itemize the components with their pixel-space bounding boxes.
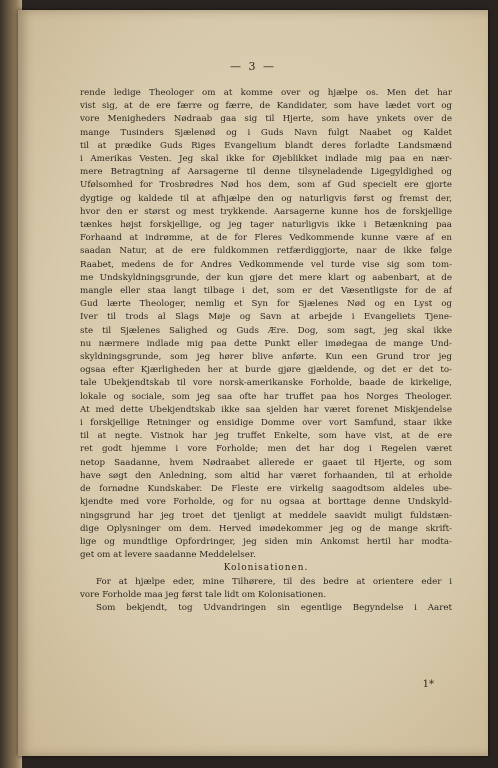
text-line: ret godt hjemme i vore Forholde; men det har dog i Regelen været [80, 444, 452, 455]
text-line: For at hjælpe eder, mine Tilhørere, til des bedre at orientere eder i [96, 576, 452, 587]
section-heading: Kolonisationen. [223, 563, 309, 574]
text-line: lige og mundtlige Opfordringer, jeg siden min Ankomst hertil har modta- [80, 536, 452, 547]
text-line: til at prædike Guds Riges Evangelium blandt deres forladte Landsmænd [80, 140, 452, 151]
book-page [18, 10, 488, 756]
text-line: mangle eller staa langt tilbage i det, som er det Væsentligste for de af [80, 286, 452, 297]
text-line: netop Saadanne, hvem Nødraabet allerede er gaaet til Hjerte, og som [80, 457, 452, 468]
text-line: i forskjellige Retninger og ensidige Domme over vort Samfund, staar ikke [80, 418, 452, 429]
text-line: get om at levere saadanne Meddelelser. [80, 550, 256, 561]
text-line: kjendte med vore Forholde, og for nu ogsaa at borttage denne Undskyld- [80, 497, 452, 508]
page-text [80, 87, 452, 615]
text-line: ste til Sjælenes Salighed og Guds Ære. Dog, som sagt, jeg skal ikke [80, 325, 452, 336]
text-line: skyldningsgrunde, som jeg hører blive anførte. Kun een Grund tror jeg [80, 352, 452, 363]
text-line: mere Betragtning af Aarsagerne til denne tilsyneladende Ligegyldighed og [80, 167, 452, 178]
text-line: i Amerikas Vesten. Jeg skal ikke for Øjeblikket indlade mig paa en nær- [80, 154, 452, 165]
text-line: have søgt den Anledning, som altid har været forhaanden, til at erholde [80, 470, 452, 481]
text-line: saadan Natur, at de ere fuldkommen retfærdiggjorte, naar de ikke følge [80, 246, 452, 257]
text-line: mange Tusinders Sjælenød og i Guds Navn fulgt Naabet og Kaldet [80, 127, 452, 138]
text-line: rende ledige Theologer om at komme over og hjælpe os. Men det har [80, 88, 452, 98]
text-line: vist sig, at de ere færre og færre, de Kandidater, som have lædet vort og [80, 101, 452, 112]
text-line: me Undskyldningsgrunde, der kun gjøre det mere klart og aabenbart, at de [80, 272, 452, 283]
text-line: ningsgrund har jeg troet det tjenligt at meddele saavidt muligt fuldstæn- [80, 510, 452, 521]
text-line: Forhaand at indrømme, at de for Fleres Vedkommende kunne være af en [80, 233, 452, 244]
text-line: til at negte. Vistnok har jeg truffet Enkelte, som have vist, at de ere [80, 431, 452, 442]
text-line: ogsaa efter Kjærligheden her at burde gjøre gjældende, og det er det to- [80, 365, 452, 376]
text-line: dygtige og kaldede til at afhjælpe den og naturligvis først og fremst der, [80, 193, 452, 204]
text-line: nu nærmere indlade mig paa dette Punkt eller imødegaa de mange Und- [80, 338, 452, 349]
text-line: vore Forholde maa jeg først tale lidt om Kolonisationen. [80, 589, 327, 600]
text-line: vore Menigheders Nødraab gaa sig til Hjerte, som have ynkets over de [80, 114, 452, 125]
text-line: de fornødne Kundskaber. De Fleste ere virkelig saagodtsom aldeles ube- [80, 484, 452, 495]
text-line: dige Oplysninger om dem. Herved imødekommer jeg og de mange skrift- [80, 523, 452, 534]
paragraph-2 [80, 576, 452, 602]
signature-mark: 1* [422, 679, 434, 690]
text-line: Gud lærte Theologer, nemlig et Syn for Sjælenes Nød og en Lyst og [80, 299, 452, 310]
paragraph-3 [80, 602, 452, 615]
text-line: tale Ubekjendtskab til vore norsk-amerikanske Forholde, baade de kirkelige, [80, 378, 452, 389]
text-line: Ufølsomhed for Trosbrødres Nød hos dem, som af Gud specielt ere gjorte [80, 180, 452, 191]
text-line: Iver til trods al Slags Møje og Savn at arbejde i Evangeliets Tjene- [80, 312, 452, 323]
text-line: Raabet, medens de for Andres Vedkommende vel turde vise sig som tom- [80, 259, 452, 270]
text-line: At med dette Ubekjendtskab ikke saa sjelden har været forenet Miskjendelse [80, 404, 452, 415]
text-line: tænkes højst forskjellige, og jeg tager naturligvis ikke i Betænkning paa [80, 220, 452, 231]
text-line: lokale og sociale, som jeg saa ofte har truffet paa hos Norges Theologer. [80, 391, 452, 402]
text-line: Som bekjendt, tog Udvandringen sin egentlige Begyndelse i Aaret [96, 602, 452, 613]
text-line: hvor den er størst og mest trykkende. Aarsagerne kunne hos de forskjellige [80, 206, 452, 217]
page-number: — 3 — [230, 60, 276, 73]
paragraph-1 [80, 87, 452, 562]
